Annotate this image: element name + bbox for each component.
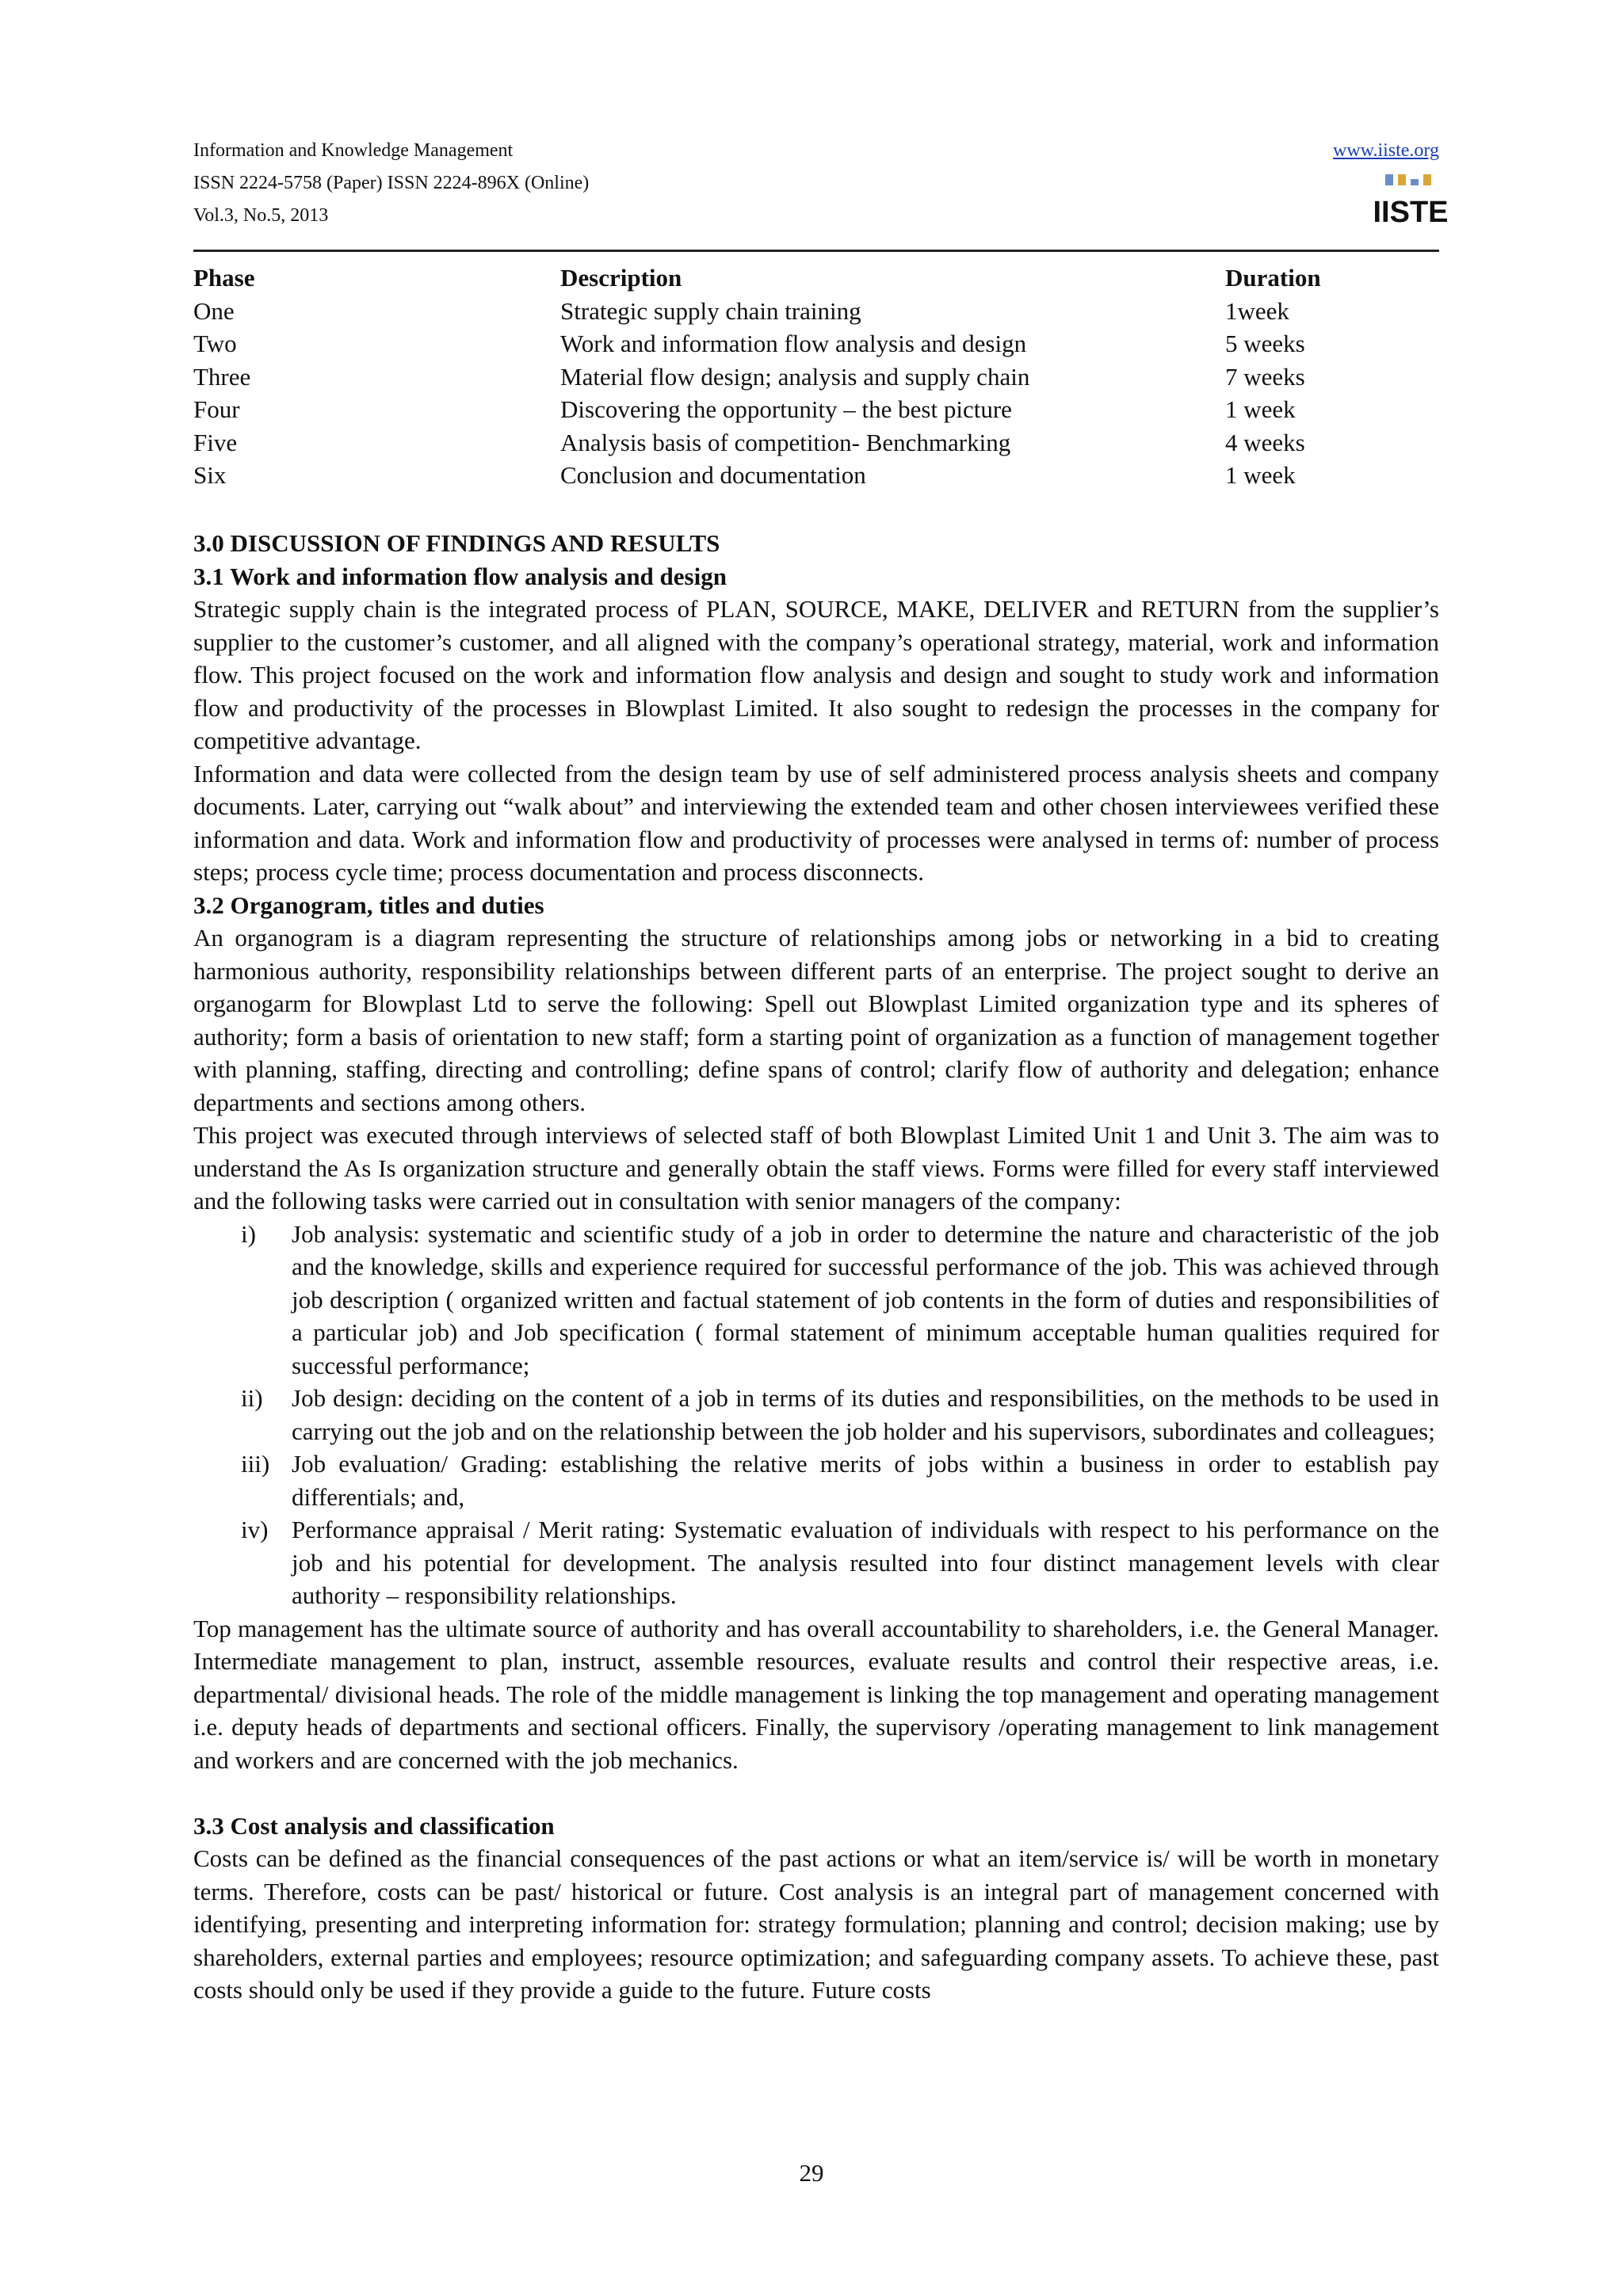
journal-name: Information and Knowledge Management xyxy=(193,140,514,161)
col-header-duration: Duration xyxy=(1225,264,1321,292)
table-row xyxy=(193,360,1439,394)
phase-cell: Two xyxy=(193,330,237,357)
phase-cell: Three xyxy=(193,362,251,391)
paragraph: This project was executed through interviews of selected staff of both Blowplast Limited Unit 1 and Unit 3. The aim was to understand the As Is organization structure and generally obtain the staff views. Forms were filled for every staff interviewed and the following tasks were carried out in consultation with senior managers of the company: xyxy=(193,1121,1439,1215)
section-heading-3-0: 3.0 DISCUSSION OF FINDINGS AND RESULTS xyxy=(193,529,720,557)
list-text: Job analysis: systematic and scientific study of a job in order to determine the nature and characteristic of the job and the knowledge, skills and experience required for successful performance of the job. This was achieved through job description ( organized written and factual statement of job contents in the form of duties and responsibilities of a particular job) and Job specification ( formal statement of minimum acceptable human qualities required for successful performance; xyxy=(292,1219,1439,1379)
phase-cell: One xyxy=(193,296,235,325)
paragraph: Information and data were collected from the design team by use of self administered process analysis sheets and company documents. Later, carrying out “walk about” and interviewing the extended team and other chosen interviewees verified these information and data. Work and information flow and productivity of processes were analysed in terms of: number of process steps; process cycle time; process documentation and process disconnects. xyxy=(193,759,1439,886)
section-heading-3-2: 3.2 Organogram, titles and duties xyxy=(193,891,544,919)
description-cell: Work and information flow analysis and design xyxy=(560,330,1027,357)
page-number: 29 xyxy=(799,2159,824,2187)
list-text: Performance appraisal / Merit rating: Systematic evaluation of individuals with respect to his performance on the job and his potential for development. The analysis resulted into four distinct management levels with clear authority – responsibility relationships. xyxy=(292,1516,1439,1609)
list-item xyxy=(193,1513,1439,1612)
col-header-phase: Phase xyxy=(193,264,255,292)
page xyxy=(193,135,1449,2004)
phase-cell: Four xyxy=(193,395,240,423)
volume-line: Vol.3, No.5, 2013 xyxy=(193,205,329,226)
logo-wordmark: IISTE xyxy=(1373,196,1449,229)
paragraph-gap xyxy=(193,1776,1439,1810)
list-text: Job evaluation/ Grading: establishing the relative merits of jobs within a business in order to establish pay differentials; and, xyxy=(292,1450,1439,1511)
duration-cell: 1 week xyxy=(1225,461,1296,489)
paragraph: An organogram is a diagram representing the structure of relationships among jobs or networking in a bid to creating harmonious authority, responsibility relationships between different parts of an enterprise. The project sought to derive an organogarm for Blowplast Ltd to serve the following: Spell out Blowplast Limited organization type and its spheres of authority; form a basis of orientation to new staff; form a starting point of organization as a function of management together with planning, staffing, directing and controlling; define spans of control; clarify flow of authority and delegation; enhance departments and sections among others. xyxy=(193,924,1439,1116)
journal-url-link[interactable]: www.iiste.org xyxy=(1333,140,1439,161)
description-cell: Strategic supply chain training xyxy=(560,296,861,325)
duration-cell: 1week xyxy=(1225,296,1289,325)
list-item xyxy=(193,1218,1439,1383)
description-cell: Conclusion and documentation xyxy=(560,461,866,489)
duration-cell: 4 weeks xyxy=(1225,428,1305,456)
header-rule xyxy=(193,250,1439,252)
issn-line: ISSN 2224-5758 (Paper) ISSN 2224-896X (Online) xyxy=(193,173,590,193)
list-item xyxy=(193,1447,1439,1513)
description-cell: Material flow design; analysis and supply chain xyxy=(560,362,1030,391)
list-number: i) xyxy=(241,1219,256,1248)
table-row xyxy=(193,459,1439,492)
description-cell: Analysis basis of competition- Benchmarking xyxy=(560,428,1011,456)
duration-cell: 1 week xyxy=(1225,395,1296,423)
col-header-description: Description xyxy=(560,264,682,292)
paragraph: Strategic supply chain is the integrated process of PLAN, SOURCE, MAKE, DELIVER and RETURN from the supplier’s supplier to the customer’s customer, and all aligned with the company’s operational strategy, material, work and information flow. This project focused on the work and information flow analysis and design and sought to study work and information flow and productivity of the processes in Blowplast Limited. It also sought to redesign the processes in the company for competitive advantage. xyxy=(193,595,1439,754)
duration-cell: 5 weeks xyxy=(1225,330,1305,357)
table-row xyxy=(193,327,1439,360)
paragraph: Costs can be defined as the financial consequences of the past actions or what an item/service is/ will be worth in monetary terms. Therefore, costs can be past/ historical or future. Cost analysis is an integral part of management concerned with identifying, presenting and interpreting information for: strategy formulation; planning and control; decision making; use by shareholders, external parties and employees; resource optimization; and safeguarding company assets. To achieve these, past costs should only be used if they provide a guide to the future. Future costs xyxy=(193,1844,1439,2004)
section-heading-3-1: 3.1 Work and information flow analysis and design xyxy=(193,562,727,590)
phase-cell: Six xyxy=(193,461,227,489)
section-heading-3-3: 3.3 Cost analysis and classification xyxy=(193,1811,555,1840)
duration-cell: 7 weeks xyxy=(1225,362,1305,391)
list-number: iii) xyxy=(241,1450,270,1478)
paragraph: Top management has the ultimate source of authority and has overall accountability to shareholders, i.e. the General Manager. Intermediate management to plan, instruct, assemble resources, evaluate results and control their respective areas, i.e. departmental/ divisional heads. The role of the middle management is linking the top management and operating management i.e. deputy heads of departments and sectional officers. Finally, the supervisory /operating management to link management and workers and are concerned with the job mechanics. xyxy=(193,1614,1439,1774)
phase-table xyxy=(193,261,1439,492)
running-header xyxy=(193,135,1439,232)
list-item xyxy=(193,1382,1439,1447)
description-cell: Discovering the opportunity – the best picture xyxy=(560,395,1012,423)
table-header-row xyxy=(193,261,1439,295)
list-text: Job design: deciding on the content of a job in terms of its duties and responsibilities, on the methods to be used in carrying out the job and on the relationship between the job holder and his supervisors, subordinates and colleagues; xyxy=(292,1384,1439,1445)
list-number: ii) xyxy=(241,1384,263,1412)
table-row xyxy=(193,426,1439,460)
body-text xyxy=(193,527,1439,2007)
table-row xyxy=(193,393,1439,426)
phase-cell: Five xyxy=(193,428,238,456)
iiste-logo xyxy=(1373,173,1449,229)
table-row xyxy=(193,295,1439,328)
list-number: iv) xyxy=(241,1516,269,1543)
